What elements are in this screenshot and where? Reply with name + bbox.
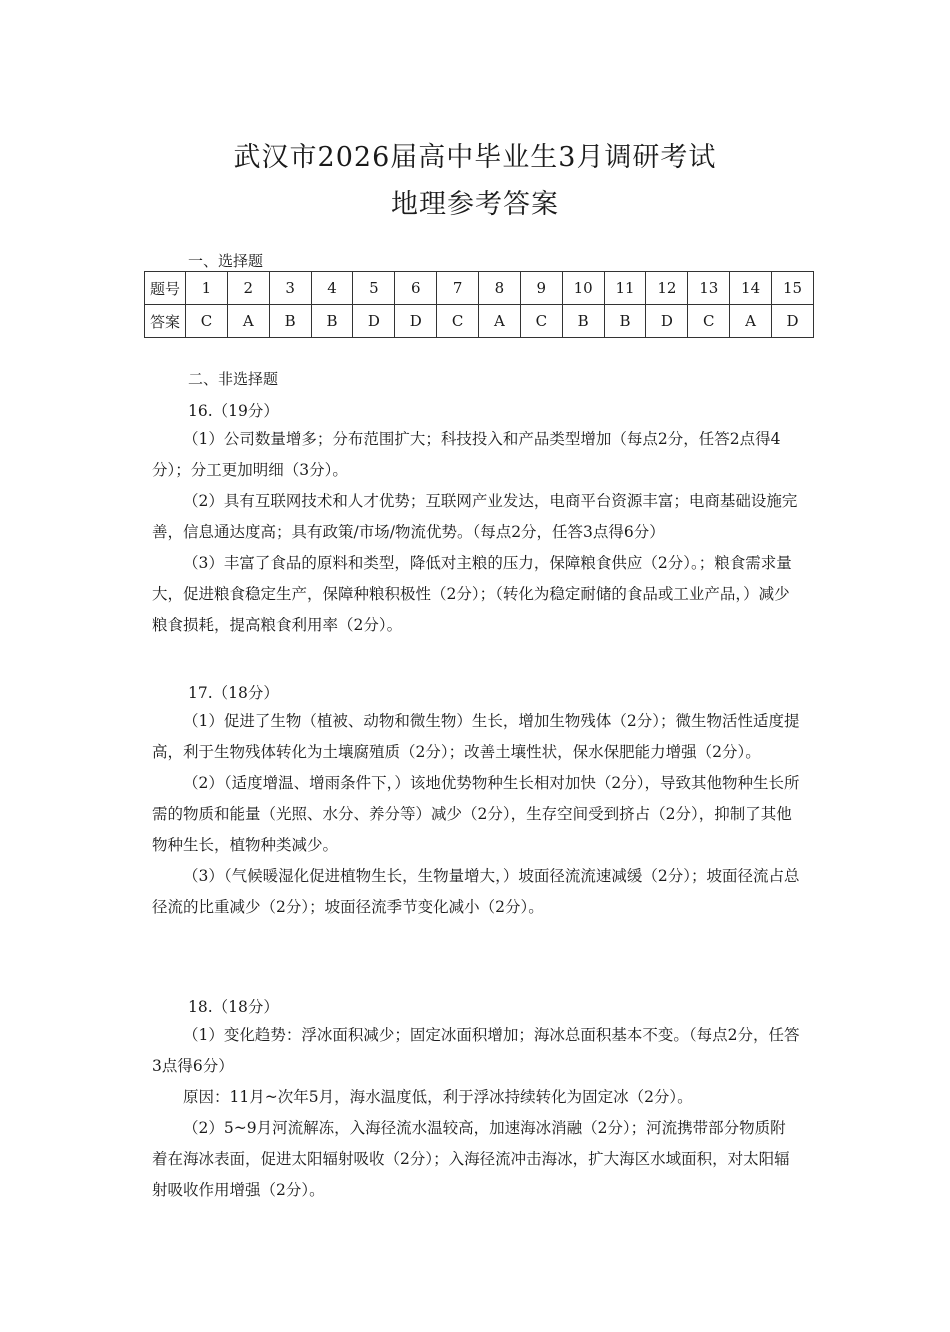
question-18-part-3: （2）5~9月河流解冻，入海径流水温较高，加速海冰消融（2分）；河流携带部分物质附着在海冰表面，促进太阳辐射吸收（2分）；入海径流冲击海冰，扩大海区水域面积，对太阳辐射吸收作用增强（2分）。 [152, 1119, 790, 1199]
question-17-part-3: （3）（气候暖湿化促进植物生长，生物量增大，）坡面径流流速减缓（2分）；坡面径流占总径流的比重减少（2分）；坡面径流季节变化减小（2分）。 [152, 867, 800, 916]
question-number-cell: 11 [604, 272, 646, 305]
answer-cell: C [520, 305, 562, 338]
answer-cell: B [562, 305, 604, 338]
table-row-answers [145, 305, 814, 338]
row-label-number: 题号 [145, 272, 186, 305]
answer-cell: C [437, 305, 479, 338]
question-number-cell: 5 [353, 272, 395, 305]
answer-cell: D [646, 305, 688, 338]
question-number-cell: 7 [437, 272, 479, 305]
section-heading-nonchoice: 二、非选择题 [188, 370, 279, 388]
table-row-numbers [145, 272, 814, 305]
answer-cell: B [604, 305, 646, 338]
answer-table [144, 271, 814, 338]
section-heading-choice: 一、选择题 [188, 252, 264, 270]
answer-cell: A [479, 305, 521, 338]
question-16-body [152, 424, 800, 641]
answer-cell: D [395, 305, 437, 338]
answer-cell: A [730, 305, 772, 338]
question-18-heading: 18.（18分） [188, 998, 279, 1016]
question-number-cell: 6 [395, 272, 437, 305]
answer-cell: C [688, 305, 730, 338]
answer-cell: B [311, 305, 353, 338]
question-number-cell: 3 [269, 272, 311, 305]
question-number-cell: 13 [688, 272, 730, 305]
question-number-cell: 4 [311, 272, 353, 305]
question-16-part-3: （3）丰富了食品的原料和类型，降低对主粮的压力，保障粮食供应（2分）。；粮食需求量大，促进粮食稳定生产，保障种粮积极性（2分）；（转化为稳定耐储的食品或工业产品，）减少粮食损耗，提高粮食利用率（2分）。 [152, 554, 792, 634]
row-label-answer: 答案 [145, 305, 186, 338]
question-16-part-2: （2）具有互联网技术和人才优势；互联网产业发达，电商平台资源丰富；电商基础设施完善，信息通达度高；具有政策/市场/物流优势。（每点2分，任答3点得6分） [152, 492, 798, 541]
answer-cell: B [269, 305, 311, 338]
question-17-body [152, 706, 800, 923]
answer-cell: A [227, 305, 269, 338]
question-number-cell: 9 [520, 272, 562, 305]
question-number-cell: 12 [646, 272, 688, 305]
question-number-cell: 2 [227, 272, 269, 305]
answer-cell: C [186, 305, 228, 338]
question-16-heading: 16.（19分） [188, 402, 279, 420]
question-16-part-1: （1）公司数量增多；分布范围扩大；科技投入和产品类型增加（每点2分，任答2点得4分）；分工更加明细（3分）。 [152, 430, 781, 479]
question-17-heading: 17.（18分） [188, 684, 279, 702]
question-18-part-2: 原因：11月~次年5月，海水温度低，利于浮冰持续转化为固定冰（2分）。 [183, 1088, 693, 1106]
document-subtitle: 地理参考答案 [391, 189, 559, 220]
question-number-cell: 1 [186, 272, 228, 305]
question-number-cell: 10 [562, 272, 604, 305]
question-18-body [152, 1020, 800, 1206]
question-number-cell: 8 [479, 272, 521, 305]
question-17-part-1: （1）促进了生物（植被、动物和微生物）生长，增加生物残体（2分）；微生物活性适度提高，利于生物残体转化为土壤腐殖质（2分）；改善土壤性状，保水保肥能力增强（2分）。 [152, 712, 800, 761]
document-title: 武汉市2026届高中毕业生3月调研考试 [233, 142, 717, 173]
question-18-part-1: （1）变化趋势：浮冰面积减少；固定冰面积增加；海冰总面积基本不变。（每点2分，任答3点得6分） [152, 1026, 800, 1075]
question-number-cell: 15 [772, 272, 814, 305]
question-number-cell: 14 [730, 272, 772, 305]
question-17-part-2: （2）（适度增温、增雨条件下，）该地优势物种生长相对加快（2分），导致其他物种生长所需的物质和能量（光照、水分、养分等）减少（2分），生存空间受到挤占（2分），抑制了其他物种生长，植物种类减少。 [152, 774, 800, 854]
answer-cell: D [353, 305, 395, 338]
answer-cell: D [772, 305, 814, 338]
